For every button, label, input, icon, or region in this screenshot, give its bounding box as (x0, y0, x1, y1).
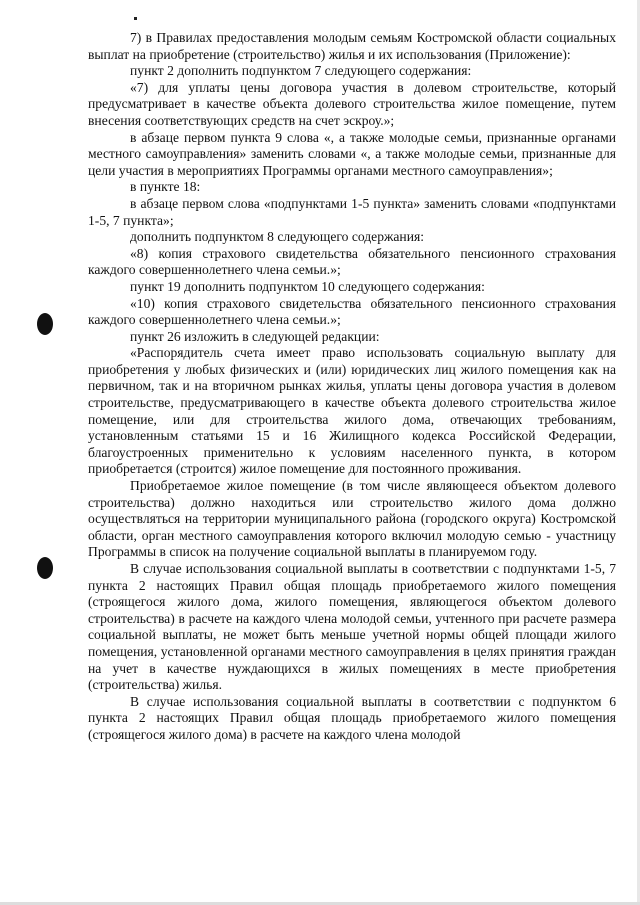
paragraph: пункт 19 дополнить подпунктом 10 следующего содержания: (130, 278, 485, 294)
paragraph: «7) для уплаты цены договора участия в долевом строительстве, который предусматривает в качестве объекта долевого строительства жилое помещение, путем внесения соответствующих средств на счет эскроу.»; (88, 79, 616, 128)
paragraph: «Распорядитель счета имеет право использовать социальную выплату для приобретения у любых физических и (или) юридических лиц жилого помещения как на первичном, так и на вторичном рынках жилья, уплаты цены договора участия в долевом строительстве, предусматривающего в качестве объекта долевого строительства жилое помещение, или для строительства жилого дома, отвечающих требованиям, установленным статьями 15 и 16 Жилищного кодекса Российской Федерации, благоустроенных применительно к условиям населенного пункта, в котором приобретается (строится) жилое помещение для постоянного проживания. (88, 345, 616, 477)
paragraph: пункт 2 дополнить подпунктом 7 следующего содержания: (130, 63, 472, 79)
scan-speck (134, 17, 137, 20)
paragraph: в абзаце первом пункта 9 слова «, а также молодые семьи, признанные органами местного самоуправления» заменить словами «, а также молодые семьи, признанные для цели участия в мероприятиях Программы органами местного самоуправления»; (88, 129, 616, 178)
binder-hole-mark (37, 313, 53, 335)
paragraph: пункт 26 изложить в следующей редакции: (130, 328, 380, 344)
paragraph: «8) копия страхового свидетельства обязательного пенсионного страхования каждого совершеннолетнего члена семьи.»; (88, 245, 616, 278)
paragraph: «10) копия страхового свидетельства обязательного пенсионного страхования каждого совершеннолетнего члена семьи.»; (88, 295, 616, 328)
paragraph: в абзаце первом слова «подпунктами 1-5 пункта» заменить словами «подпунктами 1-5, 7 пункта»; (88, 195, 616, 228)
paragraph: в пункте 18: (130, 179, 201, 195)
document-page (88, 30, 616, 900)
paragraph: В случае использования социальной выплаты в соответствии с подпунктом 6 пункта 2 настоящих Правил общая площадь приобретаемого жилого помещения (строящегося жилого дома) в расчете на каждого члена молодой (88, 693, 616, 742)
paragraph: 7) в Правилах предоставления молодым семьям Костромской области социальных выплат на приобретение (строительство) жилья и их использования (Приложение): (88, 30, 616, 62)
paragraph: Приобретаемое жилое помещение (в том числе являющееся объектом долевого строительства) должно находиться или строительство жилого дома должно осуществляться на территории муниципального района (городского округа) Костромской области, орган местного самоуправления которого включил молодую семью - участницу Программы в список на получение социальной выплаты в планируемом году. (88, 478, 616, 560)
paragraph: В случае использования социальной выплаты в соответствии с подпунктами 1-5, 7 пункта 2 настоящих Правил общая площадь приобретаемого жилого помещения (строящегося жилого дома, жилого помещения, являющегося объектом долевого строительства) в расчете на каждого члена молодой семьи, учтенного при расчете размера социальной выплаты, не может быть меньше учетной нормы общей площади жилого помещения, установленной органами местного самоуправления в целях принятия граждан на учет в качестве нуждающихся в жилых помещениях в месте приобретения (строительства) жилья. (88, 561, 616, 693)
paragraph: дополнить подпунктом 8 следующего содержания: (130, 229, 425, 245)
binder-hole-mark (37, 557, 53, 579)
